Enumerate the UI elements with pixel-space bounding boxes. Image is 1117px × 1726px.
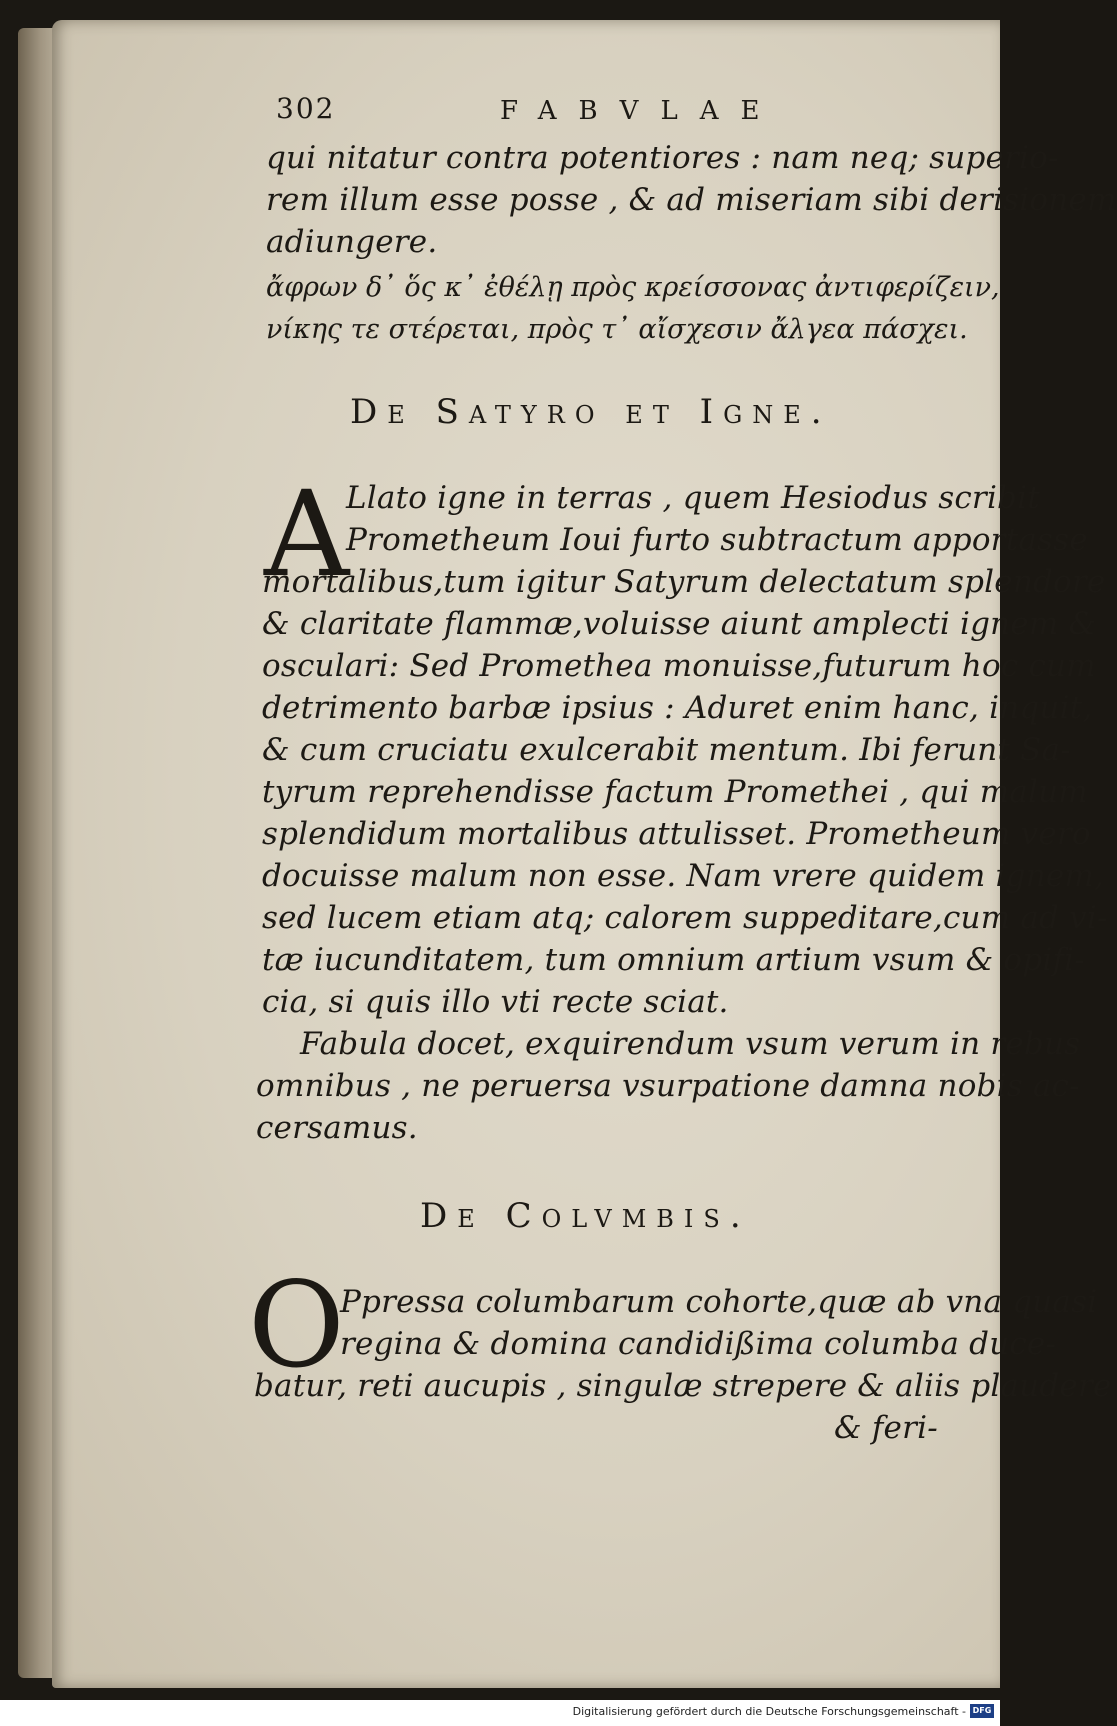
text-line: cia, si quis illo vti recte sciat. xyxy=(262,984,729,1020)
text-line: splendidum mortalibus attulisset. Prometheum vero xyxy=(262,816,1091,852)
text-line: tyrum reprehendisse factum Promethei , qui malum xyxy=(262,774,1088,810)
text-line: omnibus , ne peruersa vsurpatione damna nobis ac- xyxy=(256,1068,1080,1104)
running-head: FABVLAE xyxy=(500,96,782,126)
text-line: regina & domina candidißima columba duce- xyxy=(340,1326,1057,1362)
dfg-logo: DFG xyxy=(970,1704,994,1718)
greek-verse-line: νίκης τε στέρεται, πρὸς τ᾽ αἴσχεσιν ἄλγεα πάσχει. xyxy=(266,314,968,345)
text-line: tæ iucunditatem, tum omnium artium vsum & opifi- xyxy=(262,942,1085,978)
text-line: adiungere. xyxy=(266,224,438,260)
text-line: & cum cruciatu exulcerabit mentum. Ibi ferunt Sa- xyxy=(262,732,1071,768)
text-line: sed lucem etiam atq; calorem suppeditare,cum ad vi- xyxy=(262,900,1108,936)
fable-title: De Satyro et Igne. xyxy=(350,392,832,432)
digitization-credit: Digitalisierung gefördert durch die Deutsche Forschungsgemeinschaft - xyxy=(572,1705,966,1718)
text-line: detrimento barbæ ipsius : Aduret enim hanc, inquit, xyxy=(262,690,1093,726)
text-line: Llato igne in terras , quem Hesiodus scribit xyxy=(346,480,1040,516)
text-line: batur, reti aucupis , singulæ strepere & aliis plaudere xyxy=(254,1368,1112,1404)
text-line: mortalibus,tum igitur Satyrum delectatum splendore xyxy=(262,564,1106,600)
text-line: & feri- xyxy=(834,1410,938,1446)
text-line: osculari: Sed Promethea monuisse,futurum hoc cum xyxy=(262,648,1096,684)
text-line: cersamus. xyxy=(256,1110,418,1146)
text-line: Fabula docet, exquirendum vsum verum in rebus xyxy=(300,1026,1081,1062)
drop-cap: O xyxy=(248,1256,345,1394)
text-line: docuisse malum non esse. Nam vrere quidem ignem, xyxy=(262,858,1105,894)
page-number: 302 xyxy=(276,92,336,125)
greek-verse-line: ἄφρων δ᾽ ὅς κ᾽ ἐθέλῃ πρὸς κρείσσονας ἀντιφερίζειν, xyxy=(266,272,1000,303)
text-line: Ppressa columbarum cohorte,quæ ab vna quasi xyxy=(340,1284,1098,1320)
text-line: & claritate flammæ,voluisse aiunt amplecti ignem & xyxy=(262,606,1097,642)
fable-title: De Colvmbis. xyxy=(420,1196,751,1236)
text-line: rem illum esse posse , & ad miseriam sibi derisionem xyxy=(266,182,1117,218)
text-line: Prometheum Ioui furto subtractum apportasse xyxy=(346,522,1088,558)
drop-cap: A xyxy=(264,465,350,603)
text-line: qui nitatur contra potentiores : nam neq; superio- xyxy=(266,140,1059,176)
